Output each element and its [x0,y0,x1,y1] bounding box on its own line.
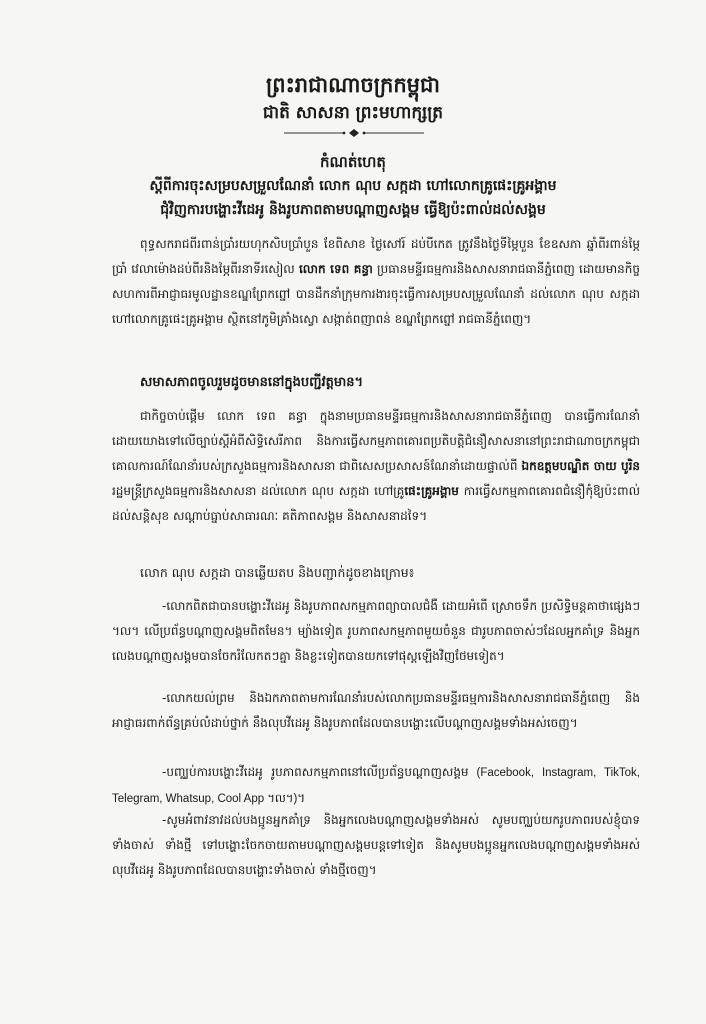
report-title: កំណត់ហេតុ [320,153,386,171]
paragraph-opening: ពុទ្ធសករាជពីរពាន់ប្រាំរយហុកសិបប្រាំបួន ខែពិសាខ ថ្ងៃសៅរ៍ ដប់បីកេត ត្រូវនឹងថ្ងៃទីម្ភៃបួន ខែឧសភា ឆ្នាំពីរពាន់ម្ភៃប្រាំ វេលាម៉ោងដប់ពីរនិងម្ភៃពីរនាទីរសៀល លោក ទេព គន្ធា ប្រធានមន្ទីរធម្មការនិងសាសនារាជធានីភ្នំពេញ ដោយមានកិច្ចសហការពីអាជ្ញាធរមូលដ្ឋានខណ្ឌព្រែកព្នៅ បានដឹកនាំក្រុមការងារចុះធ្វើការសម្របសម្រួលណែនាំ ដល់លោក ណុប សក្កដា ហៅលោកគ្រូផេះគ្រូអង្គាម ស្ថិតនៅភូមិគ្រាំងស្វោ សង្កាត់ពញាពន់ ខណ្ឌព្រែកព្នៅ រាជធានីភ្នំពេញ។ [112,237,640,326]
social-platform-list: (Facebook, Instagram, TikTok, Telegram, Whatsup, Cool App ។ល។) [112,767,640,805]
attendees-heading: សមាសភាពចូលរួមដូចមាននៅក្នុងបញ្ជីវត្តមាន។ [140,375,364,390]
paragraph-guidance: ជាកិច្ចចាប់ផ្តើម លោក ទេព គន្ធា ក្នុងនាមប្រធានមន្ទីរធម្មការនិងសាសនារាជធានីភ្នំពេញ បានធ្វើការណែនាំ ដោយយោងទៅលើច្បាប់ស្តីអំពីសិទ្ធិសេរីភាព និងការធ្វើសកម្មភាពគោរពប្រតិបត្តិជំនឿសាសនានៅព្រះរាជាណាចក្រកម្ពុជា គោលការណ៍ណែនាំរបស់ក្រសួងធម្មការនិងសាសនា ជាពិសេសប្រសាសន៍ណែនាំដោយផ្ទាល់ពី ឯកឧត្តមបណ្ឌិត ចាយ បូរិន រដ្ឋមន្ត្រីក្រសួងធម្មការនិងសាសនា ដល់លោក ណុប សក្កដា ហៅគ្រូផេះគ្រូអង្គាម ការធ្វើសកម្មភាពគោរពជំនឿកុំឱ្យប៉ះពាល់ដល់សន្តិសុខ សណ្តាប់ធ្នាប់សាធារណៈ គតិភាពសង្គម និងសាសនាដទៃ។ [112,409,640,523]
response-item-2: -លោកយល់ព្រម និងឯកភាពតាមការណែនាំរបស់លោកប្រធានមន្ទីរធម្មការនិងសាសនារាជធានីភ្នំពេញ និងអាជ្ញាធរពាក់ព័ន្ធគ្រប់លំដាប់ថ្នាក់ នឹងលុបវីដេអូ និងរូបភាពដែលបានបង្ហោះលើបណ្តាញសង្គមទាំងអស់ចេញ។ [112,691,640,730]
report-subtitle-line-2: ជុំវិញការបង្ហោះវីដេអូ និងរូបភាពតាមបណ្តាញសង្គម ធ្វើឱ្យប៉ះពាល់ដល់សង្គម [160,202,546,218]
minister-name: ឯកឧត្តមបណ្ឌិត ចាយ បូរិន [521,459,640,473]
report-subtitle-line-1: ស្តីពីការចុះសម្របសម្រួលណែនាំ លោក ណុប សក្កដា ហៅលោកគ្រូផេះគ្រូអង្គាម [149,178,557,194]
director-name: លោក ទេព គន្ធា [298,262,373,276]
response-item-4: -សូមអំពាវនាវដល់បងប្អូនអ្នកគាំទ្រ និងអ្នកលេងបណ្តាញសង្គមទាំងអស់ សូមបញ្ឈប់យករូបភាពរបស់ខ្ញុំបាទ ទាំងចាស់ ទាំងថ្មី ទៅបង្ហោះចែកចាយតាមបណ្តាញសង្គមបន្តទៅទៀត និងសូមបងប្អូនអ្នកលេងបណ្តាញសង្គមទាំងអស់ លុបវីដេអូ និងរូបភាពដែលបានបង្ហោះទាំងចាស់ ទាំងថ្មីចេញ។ [112,813,640,877]
kingdom-header: ព្រះរាជាណាចក្រកម្ពុជា [265,73,440,97]
ornament-divider [280,128,428,138]
response-intro: លោក ណុប សក្កដា បានឆ្លើយតប និងបញ្ជាក់ដូចខាងក្រោម៖ [140,565,415,580]
response-item-1: -លោកពិតជាបានបង្ហោះវីដេអូ និងរូបភាពសកម្មភាពព្យាបាលជំងឺ ដោយអំពើ ស្រោចទឹក ប្រសិទ្ធិមន្តគាថាផ្សេងៗ ។ល។ លើប្រព័ន្ធបណ្តាញសង្គមពិតមែន។ ម្យ៉ាងទៀត រូបភាពសកម្មភាពមួយចំនួន ជារូបភាពចាស់ៗដែលអ្នកគាំទ្រ និងអ្នកលេងបណ្តាញសង្គមបានចែករំលែកតៗគ្នា និងខ្លះទៀតបានយកទៅផុស្តឡើងវិញថែមទៀត។ [112,599,640,663]
national-motto: ជាតិ សាសនា ព្រះមហាក្សត្រ [262,103,444,123]
response-item-3: -បញ្ឈប់ការបង្ហោះវីដេអូ រូបភាពសកម្មភាពនៅលើប្រព័ន្ធបណ្តាញសង្គម (Facebook, Instagram, TikTok, Telegram, Whatsup, Cool App ។ល។)។ [112,765,640,805]
